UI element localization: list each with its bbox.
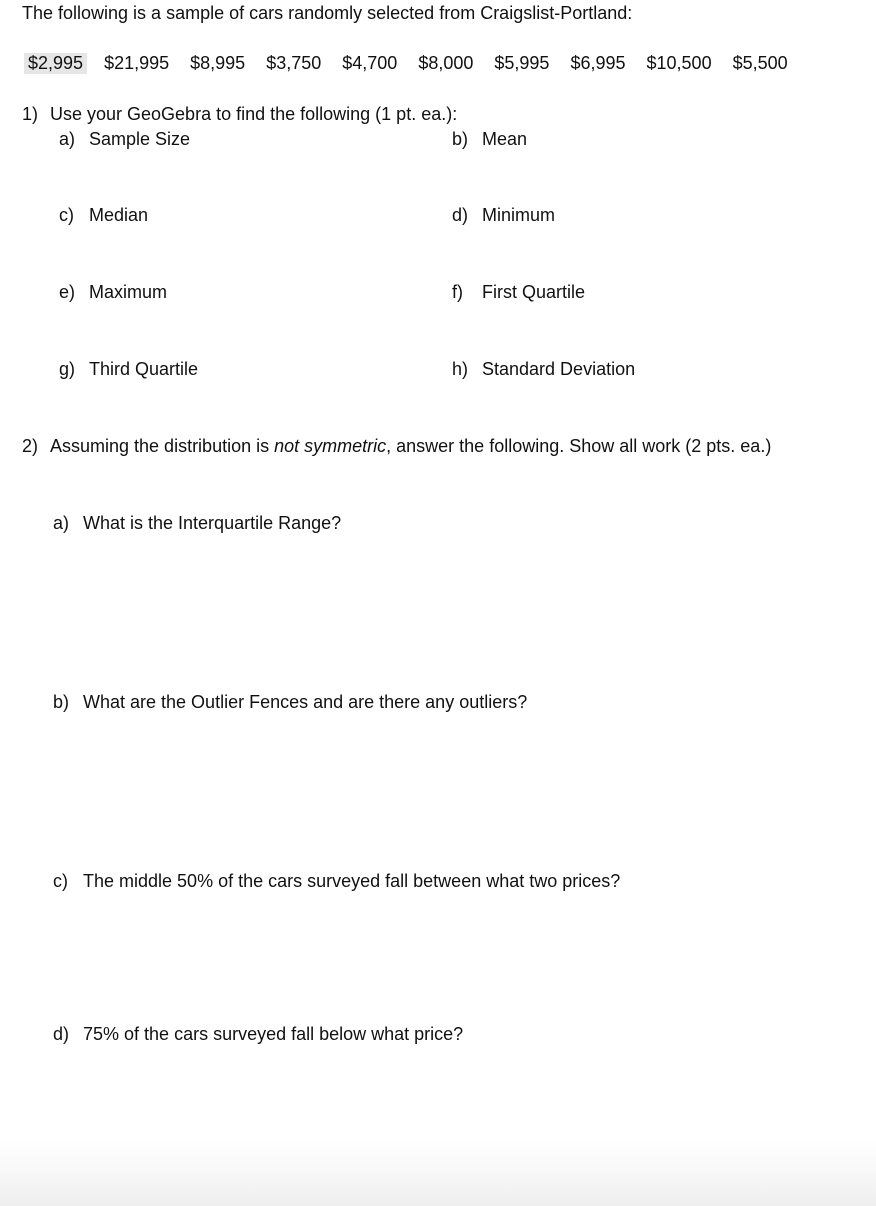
q1-item-d: [452, 205, 555, 226]
item-text: Median: [89, 205, 149, 225]
price-item: $3,750: [266, 53, 322, 73]
item-label: g): [59, 359, 76, 379]
price-list: [28, 53, 809, 74]
item-text: The middle 50% of the cars surveyed fall between what two prices?: [83, 871, 621, 891]
item-label: b): [452, 129, 469, 149]
item-label: c): [53, 871, 68, 891]
q1-item-a: [59, 129, 190, 150]
q1-item-f: [452, 282, 585, 303]
q2-item-a: [53, 513, 341, 534]
question-text-after: , answer the following. Show all work (2 pts. ea.): [386, 436, 772, 456]
item-label: d): [53, 1024, 70, 1044]
item-text: Minimum: [482, 205, 556, 225]
item-label: c): [59, 205, 74, 225]
question-2-heading: [22, 436, 771, 457]
item-text: What is the Interquartile Range?: [83, 513, 342, 533]
question-number: 2): [22, 436, 39, 456]
price-item: $2,995: [24, 53, 87, 74]
price-item: $21,995: [104, 53, 170, 73]
item-label: a): [59, 129, 76, 149]
q1-item-g: [59, 359, 198, 380]
item-label: a): [53, 513, 70, 533]
intro-text: The following is a sample of cars randomly selected from Craigslist-Portland:: [22, 3, 633, 23]
item-label: h): [452, 359, 469, 379]
item-label: e): [59, 282, 76, 302]
item-label: b): [53, 692, 70, 712]
price-item: $5,500: [732, 53, 788, 73]
price-item: $8,000: [418, 53, 474, 73]
item-text: Standard Deviation: [482, 359, 636, 379]
question-text: Use your GeoGebra to find the following (1 pt. ea.):: [50, 104, 458, 124]
q1-item-b: [452, 129, 527, 150]
item-text: Sample Size: [89, 129, 191, 149]
price-item: $10,500: [646, 53, 712, 73]
page-bottom-shadow: [0, 1140, 876, 1206]
item-text: First Quartile: [482, 282, 586, 302]
q2-item-c: [53, 871, 620, 892]
q2-item-d: [53, 1024, 463, 1045]
price-item: $5,995: [494, 53, 550, 73]
question-text-emphasis: not symmetric: [274, 436, 387, 456]
item-text: Maximum: [89, 282, 168, 302]
q1-item-e: [59, 282, 167, 303]
item-text: Third Quartile: [89, 359, 199, 379]
item-label: d): [452, 205, 469, 225]
item-text: What are the Outlier Fences and are there any outliers?: [83, 692, 528, 712]
price-item: $6,995: [570, 53, 626, 73]
price-item: $8,995: [190, 53, 246, 73]
price-item: $4,700: [342, 53, 398, 73]
item-label: f): [452, 282, 463, 302]
item-text: Mean: [482, 129, 528, 149]
q1-item-c: [59, 205, 148, 226]
question-number: 1): [22, 104, 39, 124]
q1-item-h: [452, 359, 635, 380]
question-text-before: Assuming the distribution is: [50, 436, 275, 456]
question-1-heading: [22, 104, 457, 125]
item-text: 75% of the cars surveyed fall below what price?: [83, 1024, 464, 1044]
q2-item-b: [53, 692, 527, 713]
